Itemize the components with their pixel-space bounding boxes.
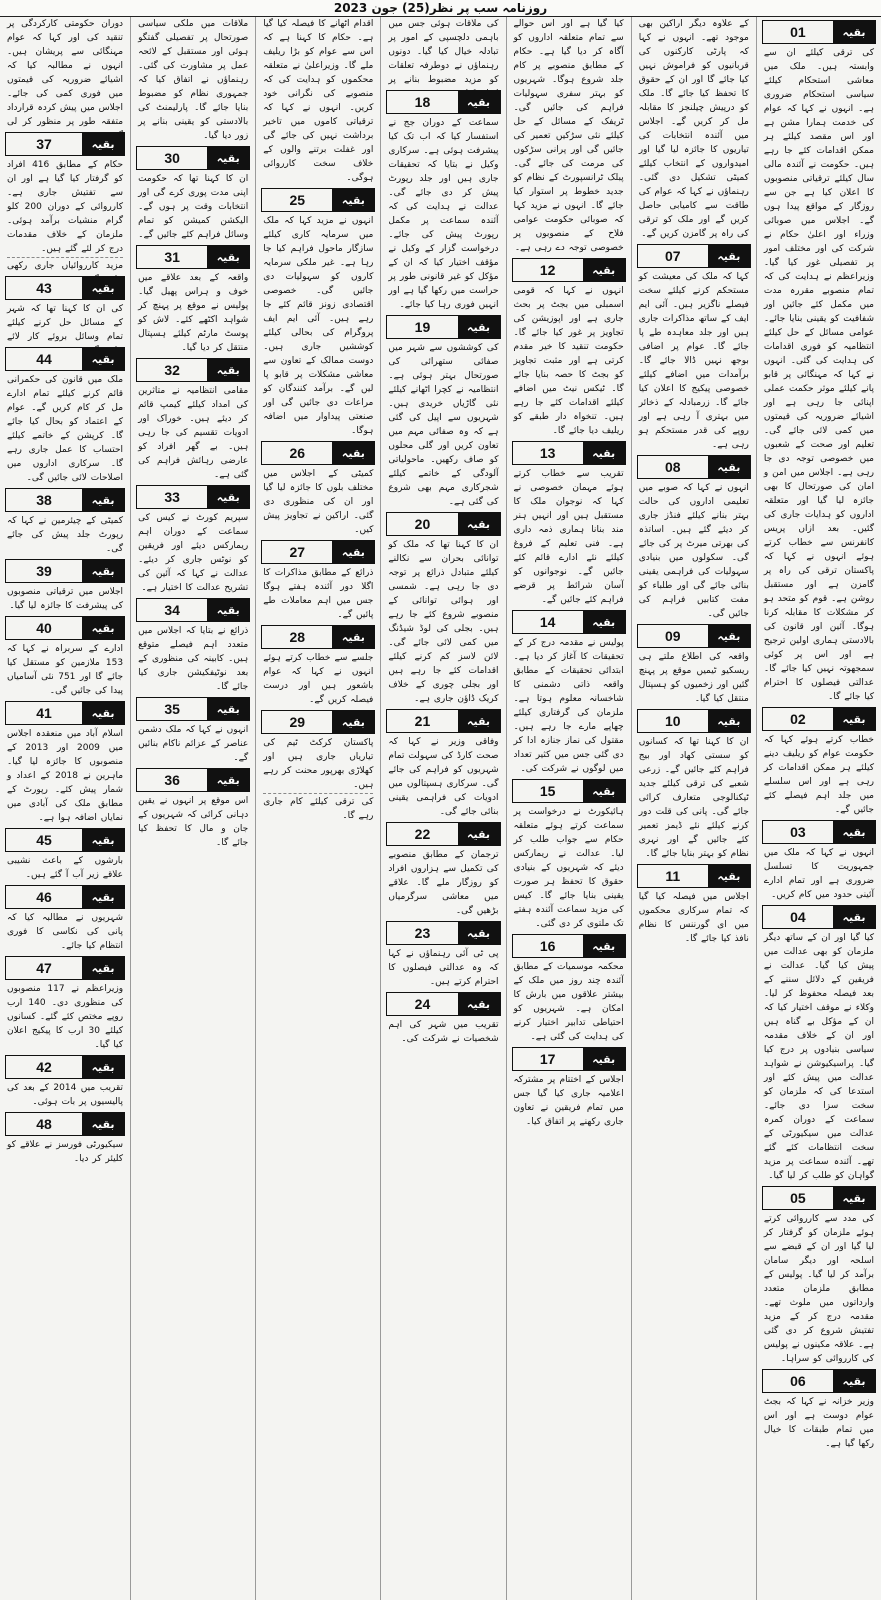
continuation-label: بقیہ — [708, 865, 750, 887]
continuation-block — [259, 17, 377, 185]
continuation-label: بقیہ — [207, 246, 249, 268]
continuation-number: 10 — [664, 713, 681, 729]
article-text: خطاب کرتے ہوئے کہا کہ حکومت عوام کو ریلیف دینے کیلئے ہر ممکن اقدامات کر رہی ہے اور اس سلسلے میں جلد اہم فیصلے کئے جائیں گے۔ — [763, 735, 874, 815]
continuation-header — [261, 625, 375, 649]
article-text: وزیراعظم نے 117 منصوبوں کی منظوری دی۔ 140 ارب روپے مختص کئے گئے۔ کسانوں کیلئے 30 ارب کا پیکیج اعلان کیا گیا۔ — [6, 984, 124, 1050]
continuation-block — [760, 20, 878, 704]
article-text: سیکیورٹی فورسز نے علاقے کو کلیئر کر دیا۔ — [6, 1140, 124, 1164]
continuation-label: بقیہ — [207, 359, 249, 381]
continuation-block — [259, 188, 377, 438]
continuation-header — [5, 885, 125, 909]
news-column-5 — [255, 17, 380, 1600]
continuation-header — [386, 90, 500, 114]
continuation-block — [134, 146, 252, 242]
continuation-number: 32 — [164, 362, 180, 378]
continuation-block — [384, 921, 502, 989]
continuation-block — [760, 905, 878, 1183]
continuation-header — [762, 20, 876, 44]
continuation-header — [136, 697, 250, 721]
article-text: اسلام آباد میں منعقدہ اجلاس میں 2009 اور 2013 کے منصوبوں کا جائزہ لیا گیا۔ ماہرین نے 2018 کے اعداد و شمار پیش کئے۔ رپورٹ کے مطابق ملک کی آبادی میں نمایاں اضافہ ہوا ہے۔ — [6, 729, 124, 823]
continuation-block — [259, 441, 377, 537]
continuation-block — [635, 624, 753, 706]
continuation-header — [5, 132, 125, 156]
continuation-header — [136, 598, 250, 622]
continuation-number: 36 — [164, 772, 180, 788]
continuation-header — [762, 1186, 876, 1210]
continuation-number: 25 — [289, 192, 306, 208]
article-text: کی ترقی کیلئے ان سے وابستہ ہیں۔ ملک میں معاشی استحکام کیلئے سیاسی استحکام ضروری ہے۔ انہوں نے کہا کہ عوام کی خدمت ہمارا مشن ہے اور اس مقصد کیلئے ہر ممکن اقدامات کئے جا رہے ہیں۔ حکومت نے آئندہ مالی سال کیلئے ترقیاتی منصوبوں کا اعلان کیا ہے جن سے روزگار کے مواقع پیدا ہوں گے۔ اجلاس میں صوبائی وزراء اور اعلیٰ حکام نے شرکت کی اور مختلف امور پر تفصیلی غور کیا گیا۔ وزیراعظم نے ہدایت کی کہ تمام منصوبے مقررہ مدت میں مکمل کئے جائیں اور شفافیت کو یقینی بنایا جائے۔ عوامی مسائل کے حل کیلئے انتظامیہ کو فوری اقدامات کی ہدایت کی گئی۔ انہوں نے کہا کہ مہنگائی پر قابو پانے کیلئے موثر حکمت عملی اپنائی جا رہی ہے اور اشیائے ضروریہ کی قیمتوں میں کمی لائی جائے گی۔ تعلیم اور صحت کے شعبوں میں خصوصی توجہ دی جا رہی ہے۔ اجلاس میں امن و امان کی صورتحال کا بھی جائزہ لیا گیا اور متعلقہ اداروں کو ہدایات جاری کی گئیں۔ بعد ازاں پریس کانفرنس سے خطاب کرتے ہوئے انہوں نے کہا کہ پاکستان ترقی کی راہ پر گامزن ہے اور مستقبل روشن ہے۔ قوم کو متحد ہو کر مشکلات کا مقابلہ کرنا ہوگا۔ آئین اور قانون کی بالادستی ہماری اولین ترجیح ہے اور اس پر کوئی سمجھوتہ نہیں کیا جائے گا۔ عدالتی فیصلوں کا احترام کیا جائے گا۔ — [763, 48, 874, 702]
continuation-number: 48 — [36, 1116, 52, 1132]
article-text: اجلاس کے اختتام پر مشترکہ اعلامیہ جاری کیا گیا جس میں تمام فریقین نے تعاون جاری رکھنے پر اتفاق کیا۔ — [513, 1075, 624, 1127]
continuation-block — [510, 17, 628, 255]
continuation-label: بقیہ — [82, 617, 124, 639]
continuation-block — [510, 1047, 628, 1129]
continuation-block — [3, 701, 127, 825]
continuation-number: 01 — [790, 24, 806, 40]
continuation-label: بقیہ — [332, 711, 374, 733]
continuation-label: بقیہ — [458, 922, 500, 944]
continuation-block — [635, 17, 753, 241]
article-text: ذرائع کے مطابق مذاکرات کا اگلا دور آئندہ ہفتے ہوگا جس میں اہم معاملات طے پائیں گے۔ — [263, 568, 374, 620]
continuation-number: 12 — [539, 262, 556, 278]
article-text: کی ان کا کہنا تھا کہ شہر کے مسائل حل کرنے کیلئے تمام وسائل بروئے کار لائے — [6, 304, 124, 342]
article-text: کمیٹی کے چیئرمین نے کہا کہ رپورٹ جلد پیش کی جائے گی۔ — [6, 516, 124, 554]
continuation-label: بقیہ — [82, 133, 124, 155]
continuation-label: بقیہ — [82, 277, 124, 299]
block-divider — [7, 257, 123, 258]
continuation-label: بقیہ — [458, 710, 500, 732]
continuation-label: بقیہ — [82, 489, 124, 511]
continuation-block — [384, 512, 502, 706]
continuation-label: بقیہ — [708, 456, 750, 478]
continuation-label: بقیہ — [708, 625, 750, 647]
article-text: تقریب سے خطاب کرتے ہوئے مہمان خصوصی نے کہا کہ نوجوان ملک کا مستقبل ہیں اور انہیں ہنر مند بنانا ہماری ذمہ داری ہے۔ فنی تعلیم کے فروغ کیلئے نئے ادارے قائم کئے جائیں گے۔ نوجوانوں کو آسان شرائط پر قرضے فراہم کئے جائیں گے۔ — [513, 469, 624, 605]
masthead-title: روزنامہ سب پر نظر(25) جون 2023 — [333, 1, 548, 15]
continuation-label: بقیہ — [833, 1187, 875, 1209]
continuation-label: بقیہ — [833, 1370, 875, 1392]
continuation-header — [512, 934, 626, 958]
article-text: کی کوششوں سے شہر میں صفائی ستھرائی کی صورتحال بہتر ہوئی ہے۔ انتظامیہ نے کچرا اٹھانے کیلئے نئی گاڑیاں خریدی ہیں۔ شہریوں سے اپیل کی گئی ہے کہ وہ صفائی مہم میں تعاون کریں اور گلی محلوں کو صاف رکھیں۔ ماحولیاتی آلودگی کے خاتمے کیلئے شجرکاری مہم بھی شروع کی گئی ہے۔ — [388, 343, 499, 507]
article-text: تقریب میں 2014 کے بعد کی پالیسیوں پر بات ہوئی۔ — [6, 1083, 124, 1107]
article-text: ذرائع نے بتایا کہ اجلاس میں متعدد اہم فیصلے متوقع ہیں۔ کابینہ کی منظوری کے بعد نوٹیفکیشن جاری کیا جائے گا۔ — [138, 626, 249, 692]
continuation-number: 03 — [790, 824, 806, 840]
continuation-number: 29 — [289, 714, 306, 730]
continuation-label: بقیہ — [332, 541, 374, 563]
continuation-label: بقیہ — [332, 189, 374, 211]
continuation-number: 21 — [414, 713, 431, 729]
continuation-header — [637, 455, 751, 479]
continuation-header — [386, 992, 500, 1016]
continuation-block — [134, 17, 252, 143]
continuation-number: 41 — [36, 705, 52, 721]
page-masthead — [0, 0, 881, 17]
article-text: کی مدد سے کارروائی کرتے ہوئے ملزمان کو گرفتار کر لیا گیا اور ان کے قبضے سے اسلحہ اور دیگر سامان برآمد کر لیا گیا۔ پولیس کے مطابق ملزمان متعدد وارداتوں میں ملوث تھے۔ مقدمہ درج کر کے مزید تفتیش شروع کر دی گئی ہے۔ علاقہ مکینوں نے پولیس کی کارروائی کو سراہا۔ — [763, 1214, 874, 1364]
continuation-number: 45 — [36, 832, 52, 848]
news-column-6 — [130, 17, 255, 1600]
news-column-4 — [380, 17, 505, 1600]
continuation-label: بقیہ — [207, 147, 249, 169]
continuation-label: بقیہ — [82, 957, 124, 979]
continuation-label: بقیہ — [207, 599, 249, 621]
continuation-label: بقیہ — [583, 935, 625, 957]
continuation-block — [134, 358, 252, 482]
continuation-header — [762, 1369, 876, 1393]
article-text: اقدام اٹھانے کا فیصلہ کیا گیا ہے۔ حکام کا کہنا ہے کہ اس سے عوام کو بڑا ریلیف ملے گا۔ وزیراعلیٰ نے متعلقہ محکموں کو ہدایت کی کہ منصوبے کی نگرانی خود کریں۔ انہوں نے کہا کہ ترقیاتی کاموں میں تاخیر برداشت نہیں کی جائے گی اور غفلت برتنے والوں کے خلاف سخت کارروائی ہوگی۔ — [263, 19, 374, 183]
continuation-block — [3, 132, 127, 256]
continuation-block — [635, 244, 753, 452]
article-text: کی ترقی کیلئے کام جاری رہے گا۔ — [263, 797, 374, 821]
continuation-block — [3, 1055, 127, 1109]
continuation-label: بقیہ — [207, 769, 249, 791]
article-text: انہوں نے کہا کہ قومی اسمبلی میں بجٹ پر بحث جاری ہے اور اپوزیشن کی تجاویز پر غور کیا جائے گا۔ حکومت تنقید کا خیر مقدم کرتی ہے اور مثبت تجاویز کو بجٹ کا حصہ بنایا جائے گا۔ ٹیکس نیٹ میں اضافے کیلئے اقدامات کئے جا رہے ہیں۔ تنخواہ دار طبقے کو ریلیف دیا جائے گا۔ — [513, 286, 624, 436]
continuation-block — [384, 709, 502, 819]
continuation-number: 40 — [36, 620, 52, 636]
article-text: انہوں نے کہا کہ ملک دشمن عناصر کے عزائم ناکام بنائیں گے۔ — [138, 725, 249, 763]
continuation-number: 14 — [539, 614, 556, 630]
continuation-block — [510, 934, 628, 1044]
continuation-label: بقیہ — [583, 780, 625, 802]
continuation-header — [637, 864, 751, 888]
continuation-block — [134, 245, 252, 355]
continuation-block — [384, 315, 502, 509]
continuation-block — [259, 793, 377, 823]
continuation-block — [3, 347, 127, 485]
continuation-number: 20 — [414, 516, 431, 532]
continuation-header — [386, 512, 500, 536]
continuation-number: 34 — [164, 602, 180, 618]
article-text: تقریب میں شہر کی اہم شخصیات نے شرکت کی۔ — [388, 1020, 499, 1044]
continuation-header — [5, 828, 125, 852]
continuation-label: بقیہ — [583, 259, 625, 281]
continuation-label: بقیہ — [458, 513, 500, 535]
continuation-header — [5, 559, 125, 583]
article-text: ان کا کہنا تھا کہ ملک کو توانائی بحران سے نکالنے کیلئے متبادل ذرائع پر توجہ دی جا رہی ہے۔ شمسی اور ہوائی توانائی کے منصوبے شروع کئے جا رہے ہیں۔ بجلی کی لوڈ شیڈنگ میں کمی لائی جائے گی۔ لائن لاسز کم کرنے کیلئے اقدامات کئے جا رہے ہیں اور بجلی چوری کے خلاف کریک ڈاؤن جاری ہے۔ — [388, 540, 499, 704]
continuation-number: 04 — [790, 909, 806, 925]
article-text: کمیٹی کے اجلاس میں مختلف بلوں کا جائزہ لیا گیا اور ان کی منظوری دی گئی۔ اراکین نے تجاویز پیش کیں۔ — [263, 469, 374, 535]
article-text: محکمہ موسمیات کے مطابق آئندہ چند روز میں ملک کے بیشتر علاقوں میں بارش کا امکان ہے۔ شہریوں کو احتیاطی تدابیر اختیار کرنے کی ہدایت کی گئی ہے۔ — [513, 962, 624, 1042]
news-column-1 — [756, 17, 881, 1600]
continuation-block — [3, 1112, 127, 1166]
continuation-block — [259, 710, 377, 792]
continuation-block — [3, 276, 127, 344]
continuation-header — [386, 709, 500, 733]
article-text: کیا گیا ہے اور اس حوالے سے تمام متعلقہ اداروں کو آگاہ کر دیا گیا ہے۔ حکام کے مطابق منصوبے پر کام جلد شروع ہوگا۔ شہریوں کو بہتر سفری سہولیات فراہم کی جائیں گی۔ ٹریفک کے مسائل کے حل کیلئے نئی سڑکیں تعمیر کی جائیں گی اور پرانی سڑکوں کی مرمت کی جائے گی۔ پبلک ٹرانسپورٹ کے نظام کو جدید خطوط پر استوار کیا جائے گا۔ انہوں نے مزید کہا کہ صوبائی حکومت عوامی فلاح کے منصوبوں پر خصوصی توجہ دے رہی ہے۔ — [513, 19, 624, 253]
continuation-block — [3, 885, 127, 953]
continuation-number: 33 — [164, 489, 180, 505]
continuation-label: بقیہ — [833, 21, 875, 43]
continuation-label: بقیہ — [833, 906, 875, 928]
continuation-header — [5, 276, 125, 300]
article-text: اجلاس میں ترقیاتی منصوبوں کی پیشرفت کا جائزہ لیا گیا۔ — [6, 587, 124, 611]
continuation-header — [5, 1055, 125, 1079]
continuation-label: بقیہ — [458, 823, 500, 845]
continuation-block — [3, 559, 127, 613]
continuation-header — [762, 905, 876, 929]
continuation-header — [5, 956, 125, 980]
continuation-header — [261, 441, 375, 465]
continuation-block — [760, 820, 878, 902]
continuation-block — [3, 257, 127, 273]
article-text: وزیر خزانہ نے کہا کہ بجٹ عوام دوست ہے اور اس میں تمام طبقات کا خیال رکھا گیا ہے۔ — [763, 1397, 874, 1449]
continuation-number: 19 — [414, 319, 431, 335]
continuation-header — [261, 188, 375, 212]
continuation-number: 46 — [36, 889, 52, 905]
article-text: پاکستان کرکٹ ٹیم کی تیاریاں جاری ہیں اور کھلاڑی بھرپور محنت کر رہے ہیں۔ — [263, 738, 374, 790]
continuation-label: بقیہ — [583, 442, 625, 464]
continuation-header — [512, 1047, 626, 1071]
continuation-label: بقیہ — [708, 245, 750, 267]
continuation-header — [386, 822, 500, 846]
continuation-label: بقیہ — [82, 560, 124, 582]
block-divider — [263, 793, 373, 794]
continuation-header — [512, 441, 626, 465]
news-column-2 — [631, 17, 756, 1600]
continuation-label: بقیہ — [332, 626, 374, 648]
continuation-header — [136, 146, 250, 170]
continuation-block — [384, 90, 502, 312]
continuation-block — [510, 441, 628, 607]
article-text: واقعہ کی اطلاع ملتے ہی ریسکیو ٹیمیں موقع پر پہنچ گئیں اور زخمیوں کو ہسپتال منتقل کیا گیا۔ — [638, 652, 749, 704]
article-text: ان کا کہنا تھا کہ کسانوں کو سستی کھاد اور بیج فراہم کئے جائیں گے۔ زرعی شعبے کی ترقی کیلئے جدید ٹیکنالوجی متعارف کرائی جائے گی۔ پانی کی قلت دور کرنے کیلئے نئے ڈیمز تعمیر کئے جائیں گے اور نہری نظام کو بہتر بنایا جائے گا۔ — [638, 737, 749, 859]
continuation-number: 35 — [164, 701, 180, 717]
continuation-block — [635, 709, 753, 861]
continuation-number: 08 — [664, 459, 681, 475]
news-column-3 — [506, 17, 631, 1600]
continuation-number: 38 — [36, 492, 52, 508]
continuation-header — [762, 820, 876, 844]
continuation-number: 06 — [790, 1373, 806, 1389]
article-text: سپریم کورٹ نے کیس کی سماعت کے دوران اہم ریمارکس دیئے اور فریقین کو نوٹس جاری کر دیئے۔ عدالت نے کہا کہ آئین کی تشریح عدالت کا اختیار ہے۔ — [138, 513, 249, 593]
article-text: انہوں نے کہا کہ صوبے میں تعلیمی اداروں کی حالت بہتر بنانے کیلئے فنڈز جاری کر دیئے گئے ہیں۔ اساتذہ کی بھرتی میرٹ پر کی جائے گی۔ سکولوں میں بنیادی سہولیات کی فراہمی یقینی بنائی جائے گی اور طلباء کو مفت کتابیں فراہم کی جائیں گی۔ — [638, 483, 749, 619]
continuation-label: بقیہ — [207, 486, 249, 508]
continuation-block — [510, 779, 628, 931]
continuation-header — [136, 485, 250, 509]
article-text: ملاقات میں ملکی سیاسی صورتحال پر تفصیلی گفتگو ہوئی اور مستقبل کے لائحہ عمل پر مشاورت کی گئی۔ رہنماؤں نے اتفاق کیا کہ جمہوری نظام کو مضبوط بنایا جائے گا۔ پارلیمنٹ کی بالادستی کو یقینی بنانے پر زور دیا گیا۔ — [138, 19, 249, 141]
continuation-block — [760, 1186, 878, 1366]
continuation-block — [635, 864, 753, 946]
continuation-number: 16 — [539, 938, 556, 954]
article-text: اجلاس میں فیصلہ کیا گیا کہ تمام سرکاری محکموں میں ای گورننس کا نظام نافذ کیا جائے گا۔ — [638, 892, 749, 944]
continuation-number: 23 — [414, 925, 431, 941]
article-text: ملک میں قانون کی حکمرانی قائم کرنے کیلئے تمام ادارے مل کر کام کریں گے۔ عوام کے اعتماد کو بحال کیا جائے گا۔ کرپشن کے خاتمے کیلئے احتساب کا عمل جاری رہے گا۔ سرکاری اداروں میں اصلاحات لائی جائیں گی۔ — [6, 375, 124, 483]
article-text: پی ٹی آئی رہنماؤں نے کہا کہ وہ عدالتی فیصلوں کا احترام کرتے ہیں۔ — [388, 949, 499, 987]
continuation-label: بقیہ — [458, 91, 500, 113]
continuation-label: بقیہ — [833, 708, 875, 730]
continuation-header — [512, 258, 626, 282]
continuation-block — [134, 697, 252, 765]
continuation-number: 18 — [414, 94, 431, 110]
continuation-label: بقیہ — [708, 710, 750, 732]
continuation-number: 11 — [665, 868, 681, 884]
article-text: اس موقع پر انہوں نے یقین دہانی کرائی کہ شہریوں کے جان و مال کا تحفظ کیا جائے گا۔ — [138, 796, 249, 848]
continuation-number: 30 — [164, 150, 180, 166]
continuation-header — [261, 710, 375, 734]
continuation-block — [259, 625, 377, 707]
continuation-block — [384, 992, 502, 1046]
continuation-block — [760, 1369, 878, 1449]
article-text: سماعت کے دوران جج نے استفسار کیا کہ اب تک کیا پیشرفت ہوئی ہے۔ سرکاری وکیل نے بتایا کہ تحقیقات جاری ہیں اور جلد رپورٹ پیش کر دی جائے گی۔ عدالت نے ہدایت کی کہ آئندہ سماعت پر مکمل رپورٹ پیش کی جائے۔ درخواست گزار کے وکیل نے مؤقف اختیار کیا کہ ان کے مؤکل کو غیر قانونی طور پر حراست میں رکھا گیا ہے اور انہیں فوری رہا کیا جائے۔ — [388, 118, 499, 310]
continuation-number: 26 — [289, 445, 306, 461]
continuation-header — [512, 779, 626, 803]
continuation-number: 05 — [790, 1190, 806, 1206]
continuation-block — [3, 17, 127, 129]
continuation-label: بقیہ — [82, 702, 124, 724]
continuation-header — [5, 488, 125, 512]
continuation-block — [3, 956, 127, 1052]
article-text: کے علاوہ دیگر اراکین بھی موجود تھے۔ انہوں نے کہا کہ پارٹی کارکنوں کی قربانیوں کو فراموش نہیں کیا جائے گا اور ان کے حقوق کا تحفظ کیا جائے گا۔ ملک کو درپیش چیلنجز کا مقابلہ مل کر کریں گے۔ اجلاس میں آئندہ انتخابات کی تیاریوں کا جائزہ لیا گیا اور امیدواروں کے انتخاب کیلئے کمیٹی تشکیل دی گئی۔ رہنماؤں نے کہا کہ عوام کی طاقت سے کامیابی حاصل کریں گے اور ملک کو ترقی کی راہ پر گامزن کریں گے۔ — [638, 19, 749, 239]
article-text: مزید کارروائیاں جاری رکھی — [6, 261, 124, 271]
article-text: وفاقی وزیر نے کہا کہ صحت کارڈ کی سہولت تمام شہریوں کو فراہم کی جائے گی۔ سرکاری ہسپتالوں میں ادویات کی فراہمی یقینی بنائی جائے گی۔ — [388, 737, 499, 817]
continuation-number: 07 — [664, 248, 681, 264]
article-text: پولیس نے مقدمہ درج کر کے تحقیقات کا آغاز کر دیا ہے۔ ابتدائی تحقیقات کے مطابق واقعہ ذاتی دشمنی کا شاخسانہ معلوم ہوتا ہے۔ ملزمان کی گرفتاری کیلئے چھاپے مارے جا رہے ہیں۔ مقتول کی نماز جنازہ ادا کر دی گئی جس میں کثیر تعداد میں لوگوں نے شرکت کی۔ — [513, 638, 624, 774]
continuation-label: بقیہ — [833, 821, 875, 843]
continuation-block — [3, 488, 127, 556]
article-text: بارشوں کے باعث نشیبی علاقے زیر آب آ گئے ہیں۔ — [6, 856, 124, 880]
continuation-label: بقیہ — [207, 698, 249, 720]
continuation-header — [637, 624, 751, 648]
article-text: جلسے سے خطاب کرتے ہوئے انہوں نے کہا کہ عوام باشعور ہیں اور درست فیصلہ کریں گے۔ — [263, 653, 374, 705]
continuation-label: بقیہ — [458, 993, 500, 1015]
continuation-block — [760, 707, 878, 817]
continuation-block — [384, 822, 502, 918]
continuation-number: 28 — [289, 629, 306, 645]
continuation-block — [3, 616, 127, 698]
continuation-label: بقیہ — [82, 348, 124, 370]
continuation-header — [136, 358, 250, 382]
continuation-number: 42 — [36, 1059, 52, 1075]
continuation-header — [136, 768, 250, 792]
continuation-header — [5, 1112, 125, 1136]
continuation-label: بقیہ — [332, 442, 374, 464]
continuation-number: 09 — [664, 628, 681, 644]
article-text: شہریوں نے مطالبہ کیا کہ پانی کی نکاسی کا فوری انتظام کیا جائے۔ — [6, 913, 124, 951]
continuation-block — [384, 17, 502, 87]
continuation-header — [637, 709, 751, 733]
article-text: کہا کہ ملک کی معیشت کو مستحکم کرنے کیلئے سخت فیصلے ناگزیر ہیں۔ آئی ایم ایف کے ساتھ مذاکرات جاری ہیں اور جلد معاہدہ طے پا جائے گا۔ عوام پر اضافی بوجھ نہیں ڈالا جائے گا۔ برآمدات میں اضافے کیلئے خصوصی پیکیج کا اعلان کیا جائے گا۔ زرمبادلہ کے ذخائر میں بہتری آ رہی ہے اور روپے کی قدر مستحکم ہو رہی ہے۔ — [638, 272, 749, 450]
continuation-number: 43 — [36, 280, 52, 296]
continuation-label: بقیہ — [82, 829, 124, 851]
continuation-label: بقیہ — [82, 886, 124, 908]
continuation-header — [136, 245, 250, 269]
article-text: ہائیکورٹ نے درخواست پر سماعت کرتے ہوئے متعلقہ حکام سے جواب طلب کر لیا۔ عدالت نے ریمارکس دیئے کہ شہریوں کے بنیادی حقوق کا تحفظ ہر صورت یقینی بنایا جائے گا۔ کیس کی مزید سماعت آئندہ ہفتے تک ملتوی کر دی گئی۔ — [513, 807, 624, 929]
article-text: مقامی انتظامیہ نے متاثرین کی امداد کیلئے کیمپ قائم کر دیئے ہیں۔ خوراک اور ادویات تقسیم کی جا رہی ہیں۔ بے گھر افراد کو عارضی رہائش فراہم کی گئی ہے۔ — [138, 386, 249, 480]
continuation-number: 24 — [414, 996, 431, 1012]
continuation-block — [510, 610, 628, 776]
continuation-header — [762, 707, 876, 731]
continuation-header — [5, 347, 125, 371]
continuation-block — [134, 485, 252, 595]
continuation-header — [5, 616, 125, 640]
continuation-number: 47 — [36, 960, 52, 976]
continuation-block — [3, 828, 127, 882]
continuation-block — [635, 455, 753, 621]
columns-container — [0, 17, 881, 1600]
article-text: ترجمان کے مطابق منصوبے کی تکمیل سے ہزاروں افراد کو روزگار ملے گا۔ علاقے میں معاشی سرگرمیاں بڑھیں گی۔ — [388, 850, 499, 916]
continuation-number: 13 — [539, 445, 556, 461]
article-text: دوران حکومتی کارکردگی پر تنقید کی اور کہا کہ عوام مہنگائی سے پریشان ہیں۔ انہوں نے مطالبہ کیا کہ اشیائے ضروریہ کی قیمتوں میں فوری کمی کی جائے۔ اجلاس میں پیش کردہ قرارداد متفقہ طور پر منظور کر لی — [6, 19, 124, 127]
continuation-number: 37 — [36, 136, 52, 152]
continuation-number: 02 — [790, 711, 806, 727]
article-text: کی ملاقات ہوئی جس میں باہمی دلچسپی کے امور پر تبادلہ خیال کیا گیا۔ دونوں رہنماؤں نے دوطرفہ تعلقات کو مزید مضبوط بنانے پر — [388, 19, 499, 85]
article-text: انہوں نے کہا کہ ملک میں جمہوریت کا تسلسل ضروری ہے اور تمام ادارے آئینی حدود میں کام کریں۔ — [763, 848, 874, 900]
continuation-label: بقیہ — [458, 316, 500, 338]
news-column-7 — [0, 17, 130, 1600]
continuation-number: 39 — [36, 563, 52, 579]
continuation-header — [386, 315, 500, 339]
continuation-header — [261, 540, 375, 564]
article-text: ان کا کہنا تھا کہ حکومت اپنی مدت پوری کرے گی اور انتخابات وقت پر ہوں گے۔ الیکشن کمیشن کو تمام وسائل فراہم کئے جائیں گے۔ — [138, 174, 249, 240]
continuation-header — [386, 921, 500, 945]
article-text: انہوں نے مزید کہا کہ ملک میں سرمایہ کاری کیلئے سازگار ماحول فراہم کیا جا رہا ہے۔ غیر ملکی سرمایہ کاروں کو سہولیات دی جائیں گی۔ خصوصی اقتصادی زونز قائم کئے جا رہے ہیں۔ آئی ایم ایف پروگرام کی بحالی کیلئے کوششیں جاری ہیں۔ دوست ممالک کے تعاون سے معاشی مشکلات پر قابو پا لیں گے۔ برآمد کنندگان کو مراعات دی جائیں گی اور صنعتی پیداوار میں اضافہ ہوگا۔ — [263, 216, 374, 436]
article-text: حکام کے مطابق 416 افراد کو گرفتار کیا گیا ہے اور ان سے تفتیش جاری ہے۔ کارروائی کے دوران 200 کلو گرام منشیات برآمد ہوئی۔ ملزمان کے خلاف مقدمات درج کر لئے گئے ہیں۔ — [6, 160, 124, 254]
continuation-header — [512, 610, 626, 634]
continuation-label: بقیہ — [583, 611, 625, 633]
continuation-number: 17 — [539, 1051, 556, 1067]
continuation-header — [5, 701, 125, 725]
article-text: کیا گیا اور ان کے ساتھ دیگر ملزمان کو بھی عدالت میں پیش کیا گیا۔ عدالت نے فریقین کے دلائل سننے کے بعد فیصلہ محفوظ کر لیا۔ وکلاء نے موقف اختیار کیا کہ ان کے مؤکل بے گناہ ہیں اور ان کے خلاف مقدمہ سیاسی بنیادوں پر درج کیا گیا۔ پراسیکیوشن نے شواہد عدالت میں پیش کئے اور استدعا کی کہ ملزمان کو سخت سزا دی جائے۔ سماعت کے دوران کمرہ عدالت میں سیکیورٹی کے سخت انتظامات کئے گئے تھے۔ آئندہ سماعت پر مزید گواہان کو طلب کر لیا گیا۔ — [763, 933, 874, 1181]
continuation-number: 22 — [414, 826, 431, 842]
continuation-block — [510, 258, 628, 438]
continuation-number: 44 — [36, 351, 52, 367]
continuation-header — [637, 244, 751, 268]
continuation-block — [134, 598, 252, 694]
continuation-block — [134, 768, 252, 850]
continuation-label: بقیہ — [82, 1113, 124, 1135]
continuation-label: بقیہ — [583, 1048, 625, 1070]
article-text: واقعہ کے بعد علاقے میں خوف و ہراس پھیل گیا۔ پولیس نے موقع پر پہنچ کر شواہد اکٹھے کئے۔ لاش کو پوسٹ مارٹم کیلئے ہسپتال منتقل کر دیا گیا۔ — [138, 273, 249, 353]
continuation-number: 15 — [539, 783, 556, 799]
article-text: ادارے کے سربراہ نے کہا کہ 153 ملازمین کو مستقل کیا جائے گا اور 751 نئی آسامیاں پیدا کی جائیں گی۔ — [6, 644, 124, 696]
continuation-number: 31 — [164, 249, 180, 265]
continuation-block — [259, 540, 377, 622]
continuation-label: بقیہ — [82, 1056, 124, 1078]
continuation-number: 27 — [289, 544, 306, 560]
